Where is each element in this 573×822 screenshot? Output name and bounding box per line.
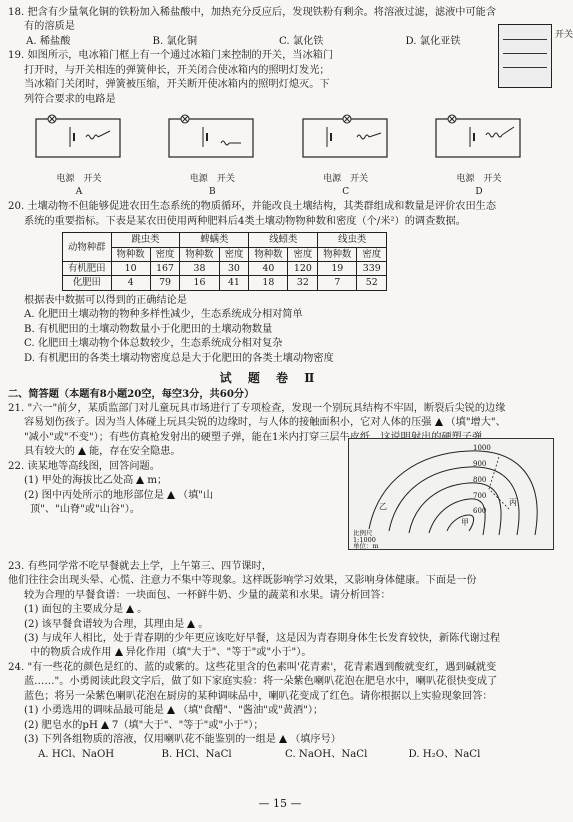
q19-circuits <box>8 107 532 200</box>
fridge-illustration <box>498 24 573 88</box>
q19-line-1: 19. 如图所示，电冰箱门框上有一个通过冰箱门来控制的开关，当冰箱门 <box>8 50 334 62</box>
q23-line-2: 他们往往会出现头晕、心慌、注意力不集中等现象。这样既影响学习效果，又影响身体健康。下面是一份 <box>8 575 477 587</box>
page-number: — 15 — <box>258 797 302 810</box>
q24-text: （填"食醋"、"酱油"或"黄酒"）； <box>177 705 324 717</box>
q24-text: 7（填"大于"、"等于"或"小于"）； <box>111 719 264 731</box>
q21-text: 具有较大的 <box>24 446 75 458</box>
cell: 4 <box>111 276 150 290</box>
q24-options <box>8 748 532 762</box>
row-name: 有机肥田 <box>63 262 112 276</box>
map-point-bing: 丙 <box>509 498 517 507</box>
map-point-jia: 甲 <box>461 518 469 527</box>
q19-line-4: 列符合要求的电路是 <box>24 93 116 105</box>
q23-text: 。 <box>137 604 148 616</box>
q20-conclusion: 根据表中数据可以得到的正确结论是 <box>24 294 187 306</box>
q23-line-3: 较为合理的早餐食谱：一块面包、一杯鲜牛奶、少量的蔬菜和水果。请分析回答： <box>24 589 391 601</box>
q24-line-3: 蓝色；将另一朵紫色喇叭花泡在厨房的某种调味品中，喇叭花变成了红色。请你根据以上实验现象回答： <box>24 690 493 702</box>
table-sub: 密度 <box>150 247 180 261</box>
q21-line-1: 21. "六一"前夕，某质监部门对儿童玩具市场进行了专项检查，发现一个别玩具结构不牢固，断裂后尖锐的边缘 <box>8 402 506 414</box>
q22-line-2 <box>8 474 316 488</box>
cell: 7 <box>318 276 357 290</box>
q18-options <box>8 35 532 49</box>
q23-text: (2) 该早餐食谱较为合理，其理由是 <box>24 618 185 630</box>
table-sub: 物种数 <box>249 247 288 261</box>
cell: 120 <box>288 262 318 276</box>
q24-text: （填序号） <box>289 734 341 746</box>
q18-option-d: D. 氯化亚铁 <box>405 35 461 47</box>
cell: 32 <box>288 276 318 290</box>
q20-option-b: B. 有机肥田的土壤动物数量小于化肥田的土壤动物数量 <box>24 323 273 335</box>
circuit-d-diagram <box>430 113 528 167</box>
circuit-a-letter: A <box>75 186 83 197</box>
q18-option-c: C. 氯化铁 <box>279 35 324 47</box>
q24-line-1: 24. "有一些花的颜色是红的、蓝的或紫的。这些花里含的色素叫'花青素'，花青素遇到酸就变红，遇到碱就变 <box>8 661 497 673</box>
cell: 19 <box>318 262 357 276</box>
circuit-b-source: 电源 <box>189 173 208 184</box>
q23-text: 异化作用（填"大于"、"等于"或"小于"）。 <box>125 647 312 659</box>
q20-option-c: C. 化肥田土壤动物个体总数较少，生态系统成分相对复杂 <box>24 338 283 350</box>
cell: 41 <box>219 276 249 290</box>
q18-stem: 18. 把含有少量氧化铜的铁粉加入稀盐酸中，加热充分反应后，发现铁粉有剩余。将溶液过滤，滤液中可能含 <box>8 7 497 18</box>
q23-text: 。 <box>198 618 209 630</box>
table-sub: 物种数 <box>111 247 150 261</box>
cell: 79 <box>150 276 180 290</box>
map-scale: 比例尺 <box>353 529 373 537</box>
table-group-1: 跳虫类 <box>111 233 180 247</box>
table-group-2: 蜱螨类 <box>180 233 249 247</box>
q24-line-2: 蓝……"。小勇阅读此段文字后，做了如下家庭实验：将一朵紫色喇叭花泡在肥皂水中，喇叭花很快变成了 <box>24 676 498 688</box>
table-row <box>63 276 387 290</box>
circuit-a <box>30 113 128 198</box>
q20-line-2: 系统的重要指标。下表是某农田使用两种肥料后4类土壤动物物种数和密度（个/米²）的调查数据。 <box>24 215 466 227</box>
map-unit: 单位：m <box>353 542 379 550</box>
answer-triangle-icon <box>126 605 134 613</box>
table-corner: 动物种群 <box>63 233 112 262</box>
q21-line-3: "减小"或"不变"）；有些仿真枪发射出的硬塑子弹，能在1米内打穿三层牛皮纸，这说明射出的硬塑子弹 <box>24 431 483 443</box>
circuit-b <box>163 113 261 198</box>
q23-line-6: (3) 与成年人相比，处于青春期的少年更应该吃好早餐，这是因为青春期身体生长发育较快，新陈代谢过程 <box>24 632 501 644</box>
circuit-a-switch: 开关 <box>83 173 102 184</box>
q24-text: (1) 小勇选用的调味品最可能是 <box>24 705 164 717</box>
q19-line-2: 打开时，与开关相连的弹簧伸长，开关闭合使冰箱内的照明灯发光； <box>24 64 330 76</box>
cell: 10 <box>111 262 150 276</box>
q20-option-a: A. 化肥田土壤动物的物种多样性减少，生态系统成分相对简单 <box>24 309 303 321</box>
circuit-b-diagram <box>163 113 261 167</box>
table-row <box>63 262 387 276</box>
contour-label: 800 <box>473 476 487 484</box>
cell: 18 <box>249 276 288 290</box>
q19-block <box>8 49 532 107</box>
q23-line-4 <box>8 603 532 617</box>
circuit-a-source: 电源 <box>56 173 75 184</box>
table-sub: 物种数 <box>318 247 357 261</box>
contour-label: 700 <box>473 492 487 500</box>
q18-option-a: A. 稀盐酸 <box>26 35 71 47</box>
circuit-d <box>430 113 528 198</box>
q22-spacer <box>8 518 316 560</box>
circuit-c-diagram <box>297 113 395 167</box>
q21-text: （填"增大"、 <box>445 417 506 429</box>
circuit-d-letter: D <box>475 186 483 197</box>
q23-line-5 <box>8 618 532 632</box>
q22-text: (1) 甲处的海拔比乙处高 <box>24 475 134 487</box>
circuit-b-switch: 开关 <box>216 173 235 184</box>
cell: 167 <box>150 262 180 276</box>
table-sub: 密度 <box>357 247 387 261</box>
table-sub: 密度 <box>219 247 249 261</box>
q24-option-b: B. HCl、NaCl <box>161 748 232 760</box>
q22-line-4: 顶"、"山脊"或"山谷"）。 <box>30 504 141 516</box>
q22-text: m； <box>147 475 168 487</box>
q24-line-4 <box>8 704 532 718</box>
contour-label: 900 <box>473 460 487 468</box>
table-group-3: 线蚓类 <box>249 233 318 247</box>
table-group-4: 线虫类 <box>318 233 387 247</box>
section-heading: 二、简答题（本题有8小题20空，每空3分，共60分） <box>8 388 255 401</box>
q24-text: (2) 肥皂水的pH <box>24 719 98 731</box>
fridge-switch-label: 开关 <box>555 30 573 40</box>
section-title: 试 题 卷 Ⅱ <box>219 371 321 386</box>
q24-option-c: C. NaOH、NaCl <box>285 748 368 760</box>
q22-line-1: 22. 读某地等高线图，回答问题。 <box>8 460 160 472</box>
answer-triangle-icon <box>115 648 123 656</box>
contour-label: 1000 <box>473 444 491 452</box>
circuit-c-source: 电源 <box>323 173 342 184</box>
cell: 40 <box>249 262 288 276</box>
map-point-yi: 乙 <box>379 502 387 511</box>
circuit-c <box>297 113 395 198</box>
q24-line-5 <box>8 719 532 733</box>
circuit-d-source: 电源 <box>456 173 475 184</box>
q23-line-1: 23. 有些同学常不吃早餐就去上学，上午第三、四节课时， <box>8 560 272 572</box>
circuit-d-switch: 开关 <box>483 173 502 184</box>
contour-map <box>348 438 554 550</box>
cell: 16 <box>180 276 219 290</box>
circuit-c-letter: C <box>342 186 350 197</box>
answer-triangle-icon <box>167 491 175 499</box>
q23-text: 中的物质合成作用 <box>30 647 112 659</box>
q23-line-7 <box>8 646 532 660</box>
q20-option-d: D. 有机肥田的各类土壤动物密度总是大于化肥田的各类土壤动物密度 <box>24 352 334 364</box>
answer-triangle-icon <box>167 706 175 714</box>
contour-label: 600 <box>473 507 487 515</box>
cell: 38 <box>180 262 219 276</box>
cell: 30 <box>219 262 249 276</box>
q18-option-b: B. 氯化铜 <box>152 35 198 47</box>
circuit-c-switch: 开关 <box>350 173 369 184</box>
answer-triangle-icon <box>435 418 443 426</box>
table-sub: 密度 <box>288 247 318 261</box>
q22-text: (2) 图中丙处所示的地形部位是 <box>24 489 164 501</box>
map-scale-value: 1:1000 <box>353 536 376 544</box>
q20-line-1: 20. 土壤动物不但能够促进农田生态系统的物质循环，并能改良土壤结构，其类群组成和数量是评价农田生态 <box>8 201 497 213</box>
exam-page <box>8 6 532 762</box>
answer-triangle-icon <box>78 447 86 455</box>
circuit-a-diagram <box>30 113 128 167</box>
q24-option-a: A. HCl、NaOH <box>38 748 115 760</box>
cell: 339 <box>357 262 387 276</box>
q19-line-3: 当冰箱门关闭时，弹簧被压缩，开关断开使冰箱内的照明灯熄灭。下 <box>24 79 330 91</box>
q21-text: 能，存在安全隐患。 <box>88 446 181 458</box>
answer-triangle-icon <box>279 735 287 743</box>
answer-triangle-icon <box>101 721 109 729</box>
soil-animal-table <box>62 232 387 290</box>
q24-text: (3) 下列各组物质的溶液，仅用喇叭花不能鉴别的一组是 <box>24 734 276 746</box>
table-sub: 物种数 <box>180 247 219 261</box>
circuit-b-letter: B <box>209 186 216 197</box>
q23-text: (1) 面包的主要成分是 <box>24 604 124 616</box>
cell: 52 <box>357 276 387 290</box>
q22-line-3 <box>8 489 316 503</box>
q21-text: 容易划伤孩子。因为当人体碰上玩具尖锐的边缘时，与人体的接触面积小，它对人体的压强 <box>24 417 432 429</box>
q24-line-6 <box>8 733 532 747</box>
row-name: 化肥田 <box>63 276 112 290</box>
q21-line-2 <box>8 416 532 430</box>
answer-triangle-icon <box>136 476 144 484</box>
q18-stem-2: 有的溶质是 <box>24 21 75 33</box>
answer-triangle-icon <box>187 620 195 628</box>
q22-text: （填"山 <box>177 489 214 501</box>
q24-option-d: D. H₂O、NaCl <box>408 748 481 760</box>
